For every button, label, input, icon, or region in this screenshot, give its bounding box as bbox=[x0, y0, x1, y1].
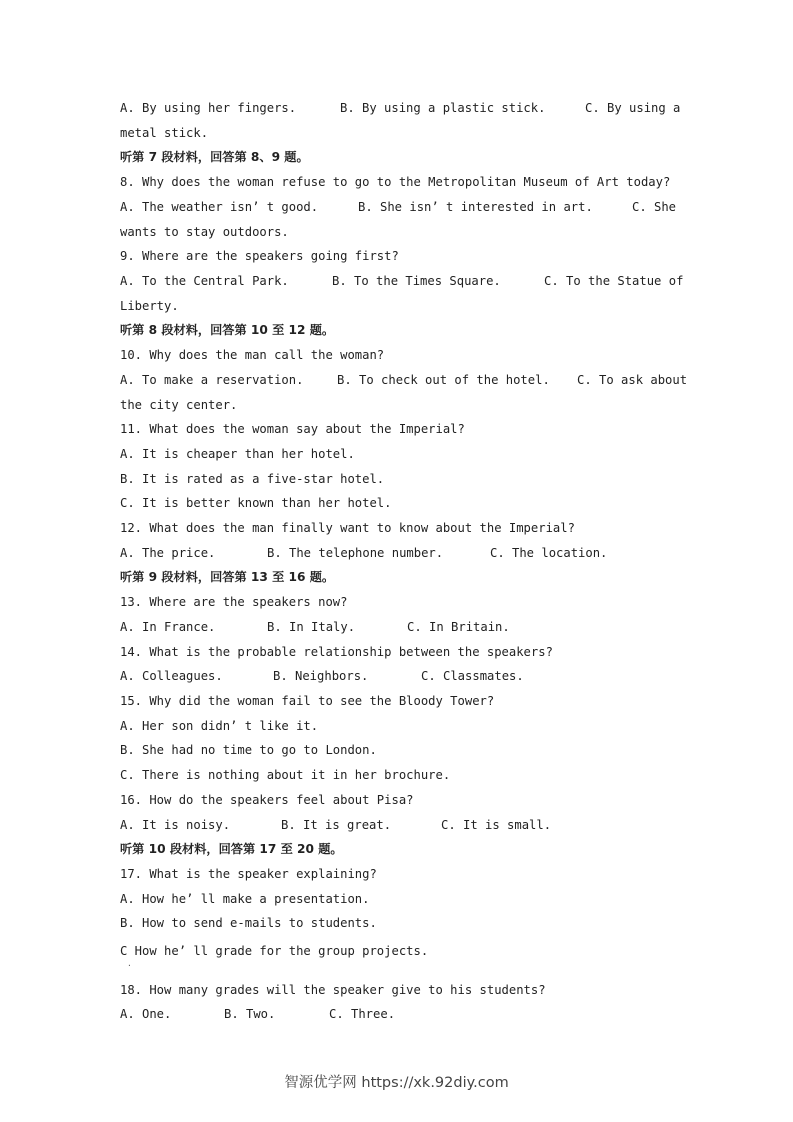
question-text-line: 8. Why does the woman refuse to go to the Metropolitan Museum of Art today? bbox=[120, 175, 671, 189]
answer-option: B. To check out of the hotel. bbox=[337, 373, 550, 387]
question-text-line: C How he’ ll grade for the group projects. bbox=[120, 944, 429, 958]
answer-options-row bbox=[120, 616, 675, 638]
question-text-line: the city center. bbox=[120, 398, 238, 412]
answer-options-row bbox=[120, 270, 684, 292]
answer-options-row bbox=[120, 196, 675, 218]
answer-option: C. She bbox=[632, 200, 677, 214]
question-text-line: wants to stay outdoors. bbox=[120, 225, 289, 239]
stray-mark: · bbox=[127, 961, 132, 970]
question-text-line: C. It is better known than her hotel. bbox=[120, 496, 392, 510]
question-text-line: 18. How many grades will the speaker give to his students? bbox=[120, 983, 546, 997]
question-text-line: Liberty. bbox=[120, 299, 179, 313]
answer-option: C. The location. bbox=[490, 546, 608, 560]
answer-option: A. To the Central Park. bbox=[120, 274, 289, 288]
site-watermark: 智源优学网 https://xk.92diy.com bbox=[284, 1075, 509, 1091]
answer-option: A. In France. bbox=[120, 620, 216, 634]
answer-option: A. The weather isn’ t good. bbox=[120, 200, 319, 214]
answer-option: B. By using a plastic stick. bbox=[340, 101, 546, 115]
answer-option: A. The price. bbox=[120, 546, 216, 560]
answer-options-row bbox=[120, 665, 675, 687]
answer-options-row bbox=[120, 97, 681, 119]
question-text-line: A. How he’ ll make a presentation. bbox=[120, 892, 370, 906]
answer-option: C. In Britain. bbox=[407, 620, 510, 634]
question-text-line: 9. Where are the speakers going first? bbox=[120, 249, 399, 263]
answer-options-row bbox=[120, 1003, 675, 1025]
answer-option: B. To the Times Square. bbox=[332, 274, 501, 288]
answer-options-row bbox=[120, 542, 675, 564]
question-text-line: B. She had no time to go to London. bbox=[120, 743, 377, 757]
question-text-line: C. There is nothing about it in her brochure. bbox=[120, 768, 451, 782]
question-text-line: B. It is rated as a five-star hotel. bbox=[120, 472, 385, 486]
question-text-line: 16. How do the speakers feel about Pisa? bbox=[120, 793, 414, 807]
answer-option: C. By using a bbox=[585, 101, 681, 115]
answer-option: A. One. bbox=[120, 1007, 172, 1021]
answer-option: A. To make a reservation. bbox=[120, 373, 304, 387]
question-text-line: 12. What does the man finally want to know about the Imperial? bbox=[120, 521, 575, 535]
question-text-line: A. It is cheaper than her hotel. bbox=[120, 447, 355, 461]
section-heading: 听第 8 段材料，回答第 10 至 12 题。 bbox=[120, 323, 335, 337]
answer-option: B. In Italy. bbox=[267, 620, 356, 634]
answer-option: C. Classmates. bbox=[421, 669, 524, 683]
answer-options-row bbox=[120, 369, 688, 391]
answer-option: B. It is great. bbox=[281, 818, 392, 832]
section-heading: 听第 7 段材料，回答第 8、9 题。 bbox=[120, 150, 309, 164]
question-text-line: 17. What is the speaker explaining? bbox=[120, 867, 377, 881]
answer-option: A. It is noisy. bbox=[120, 818, 231, 832]
question-text-line: 13. Where are the speakers now? bbox=[120, 595, 348, 609]
question-text-line: A. Her son didn’ t like it. bbox=[120, 719, 319, 733]
answer-option: A. Colleagues. bbox=[120, 669, 223, 683]
question-text-line: 11. What does the woman say about the Imperial? bbox=[120, 422, 465, 436]
section-heading: 听第 9 段材料，回答第 13 至 16 题。 bbox=[120, 570, 335, 584]
answer-option: C. It is small. bbox=[441, 818, 552, 832]
answer-option: C. To the Statue of bbox=[544, 274, 684, 288]
answer-option: B. The telephone number. bbox=[267, 546, 444, 560]
section-heading: 听第 10 段材料，回答第 17 至 20 题。 bbox=[120, 842, 343, 856]
question-text-line: metal stick. bbox=[120, 126, 209, 140]
question-text-line: 15. Why did the woman fail to see the Bloody Tower? bbox=[120, 694, 495, 708]
answer-option: B. Neighbors. bbox=[273, 669, 369, 683]
question-text-line: 10. Why does the man call the woman? bbox=[120, 348, 385, 362]
answer-option: C. Three. bbox=[329, 1007, 396, 1021]
answer-option: B. She isn’ t interested in art. bbox=[358, 200, 593, 214]
answer-options-row bbox=[120, 814, 675, 836]
question-text-line: B. How to send e-mails to students. bbox=[120, 916, 377, 930]
question-text-line: 14. What is the probable relationship between the speakers? bbox=[120, 645, 553, 659]
answer-option: C. To ask about bbox=[577, 373, 688, 387]
answer-option: B. Two. bbox=[224, 1007, 276, 1021]
answer-option: A. By using her fingers. bbox=[120, 101, 297, 115]
